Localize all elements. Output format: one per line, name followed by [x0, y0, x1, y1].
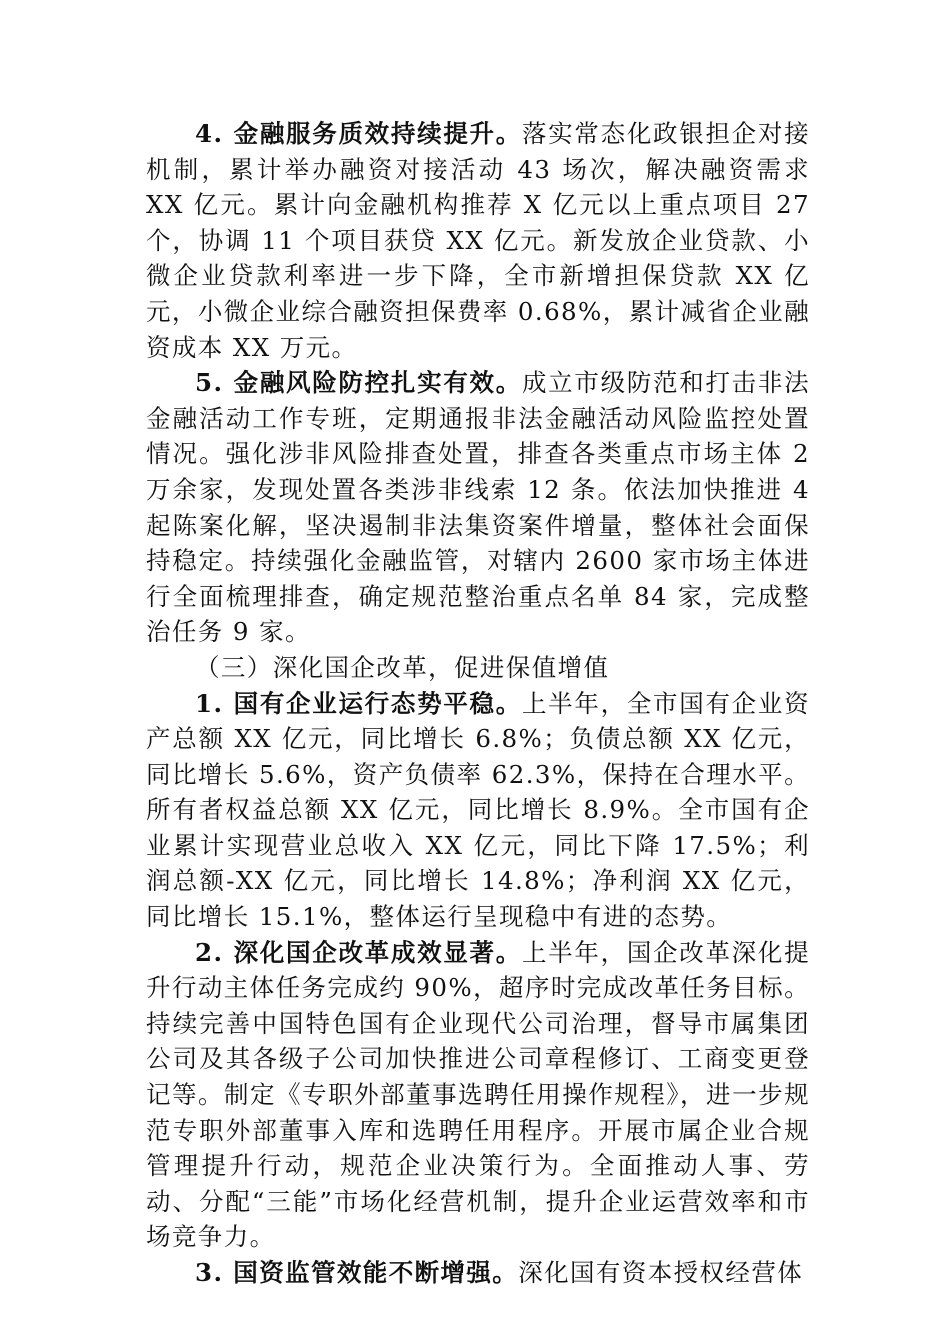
paragraph-text: 上半年，国企改革深化提升行动主体任务完成约 90%，超序时完成改革任务目标。持续完善中国特色国有企业现代公司治理，督导市属集团公司及其各级子公司加快推进公司章程修订、工商变更登记等。制定《专职外部董事选聘任用操作规程》，进一步规范专职外部董事入库和选聘任用程序。开展市属企业合规管理提升行动，规范企业决策行为。全面推动人事、劳动、分配“三能”市场化经营机制，提升企业运营效率和市场竞争力。	[146, 937, 810, 1252]
paragraph-lead: 2. 深化国企改革成效显著。	[195, 937, 522, 967]
paragraph-lead: 4. 金融服务质效持续提升。	[195, 119, 522, 148]
paragraph-text: 成立市级防范和打击非法金融活动工作专班，定期通报非法金融活动风险监控处置情况。强化涉非风险排查处置，排查各类重点市场主体 2 万余家，发现处置各类涉非线索 12 条。依法加快推进 4 起陈案化解，坚决遏制非法集资案件增量，整体社会面保持稳定。持续强化金融监管，对辖内 2600 家市场主体进行全面梳理排查，确定规范整治重点名单 84 家，完成整治任务 9 家。	[146, 368, 810, 647]
paragraph-lead: 1. 国有企业运行态势平稳。	[195, 688, 522, 718]
paragraph-financial-services	[146, 116, 810, 365]
paragraph-soe-reform	[146, 935, 810, 1255]
document-body	[146, 116, 810, 1291]
paragraph-text: 深化国有资本授权经营体	[518, 1258, 804, 1287]
paragraph-lead: 3. 国资监管效能不断增强。	[195, 1258, 519, 1287]
paragraph-soe-operation	[146, 686, 810, 935]
paragraph-financial-risk	[146, 365, 810, 650]
paragraph-lead: 5. 金融风险防控扎实有效。	[195, 368, 522, 398]
paragraph-text: 上半年，全市国有企业资产总额 XX 亿元，同比增长 6.8%；负债总额 XX 亿元，同比增长 5.6%，资产负债率 62.3%，保持在合理水平。所有者权益总额 XX 亿元，同比增长 8.9%。全市国有企业累计实现营业总收入 XX 亿元，同比下降 17.5%；利润总额-XX 亿元，同比增长 14.8%；净利润 XX 亿元，同比增长 15.1%，整体运行呈现稳中有进的态势。	[146, 688, 810, 932]
paragraph-state-asset-supervision	[146, 1255, 810, 1291]
section-heading: （三）深化国企改革，促进保值增值	[195, 652, 610, 682]
paragraph-text: 落实常态化政银担企对接机制，累计举办融资对接活动 43 场次，解决融资需求 XX 亿元。累计向金融机构推荐 X 亿元以上重点项目 27 个，协调 11 个项目获贷 XX 亿元。新发放企业贷款、小微企业贷款利率进一步下降，全市新增担保贷款 XX 亿元，小微企业综合融资担保费率 0.68%，累计减省企业融资成本 XX 万元。	[146, 119, 810, 362]
